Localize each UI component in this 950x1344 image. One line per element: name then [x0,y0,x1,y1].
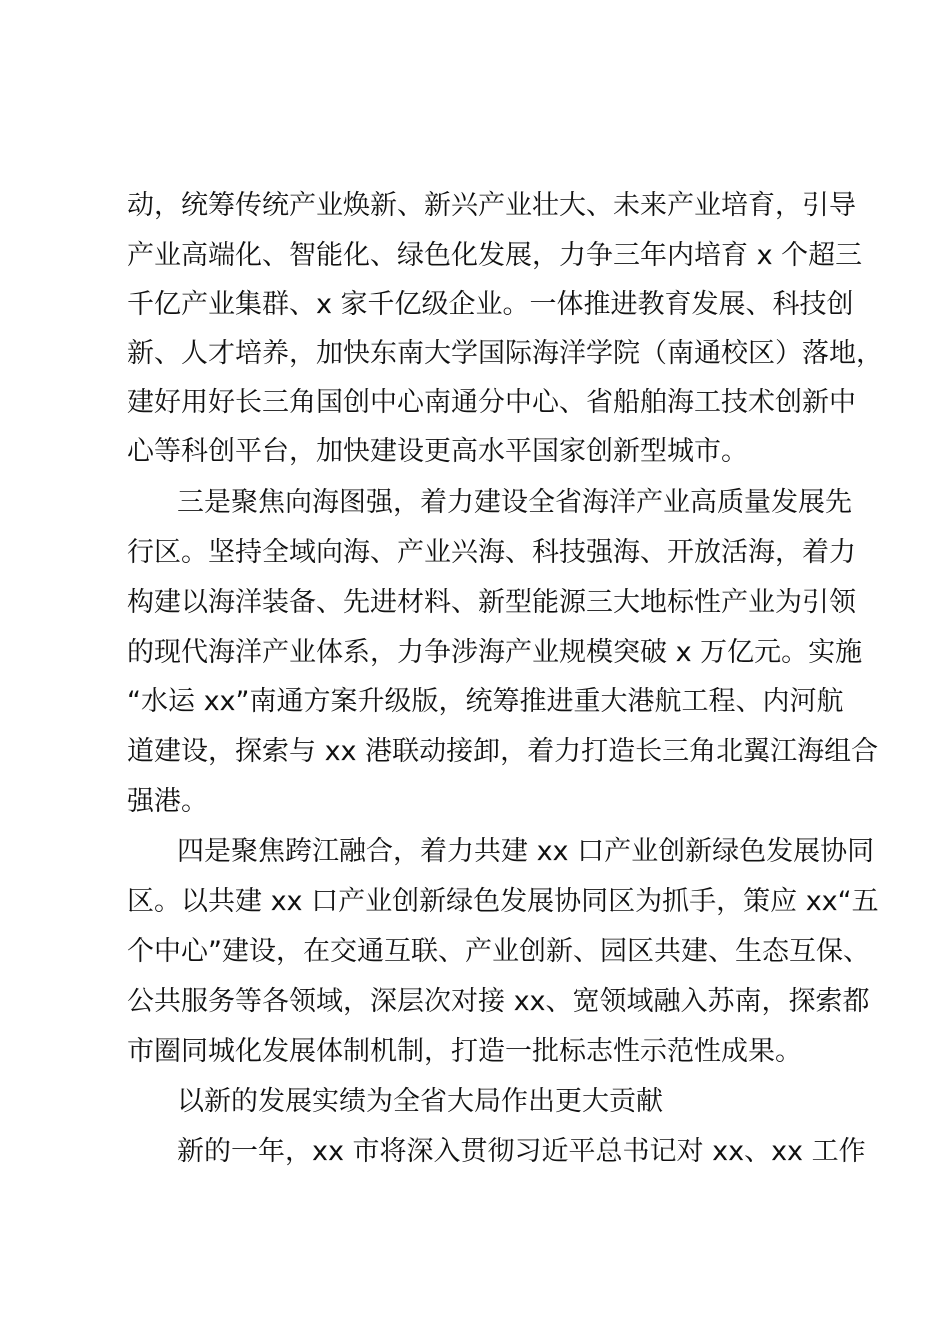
paragraph-line: 区。以共建 xx 口产业创新绿色发展协同区为抓手，策应 xx“五 [127,886,879,917]
paragraph-line: “水运 xx”南通方案升级版，统筹推进重大港航工程、内河航 [127,686,844,717]
paragraph-line: 道建设，探索与 xx 港联动接卸，着力打造长三角北翼江海组合 [127,736,879,767]
paragraph-first-line: 四是聚焦跨江融合，着力共建 xx 口产业创新绿色发展协同 [177,836,875,867]
paragraph-line: 个中心”建设，在交通互联、产业创新、园区共建、生态互保、 [127,936,870,967]
paragraph-line: 构建以海洋装备、先进材料、新型能源三大地标性产业为引领 [127,587,856,618]
paragraph-line: 千亿产业集群、x 家千亿级企业。一体推进教育发展、科技创 [127,289,854,320]
paragraph-first-line: 三是聚焦向海图强，着力建设全省海洋产业高质量发展先 [177,487,852,518]
paragraph-line: 强港。 [127,786,208,817]
section-heading: 以新的发展实绩为全省大局作出更大贡献 [177,1086,663,1117]
paragraph-line: 公共服务等各领域，深层次对接 xx、宽领域融入苏南，探索都 [127,986,870,1017]
paragraph-line: 心等科创平台，加快建设更高水平国家创新型城市。 [127,436,748,467]
paragraph-line: 产业高端化、智能化、绿色化发展，力争三年内培育 x 个超三 [127,240,863,271]
paragraph-line: 新、人才培养，加快东南大学国际海洋学院（南通校区）落地， [127,338,883,369]
paragraph-line: 动，统筹传统产业焕新、新兴产业壮大、未来产业培育，引导 [127,190,856,221]
paragraph-line: 市圈同城化发展体制机制，打造一批标志性示范性成果。 [127,1036,802,1067]
paragraph-first-line: 新的一年，xx 市将深入贯彻习近平总书记对 xx、xx 工作 [177,1136,866,1167]
paragraph-line: 行区。坚持全域向海、产业兴海、科技强海、开放活海，着力 [127,537,856,568]
paragraph-line: 建好用好长三角国创中心南通分中心、省船舶海工技术创新中 [127,387,856,418]
paragraph-line: 的现代海洋产业体系，力争涉海产业规模突破 x 万亿元。实施 [127,637,863,668]
